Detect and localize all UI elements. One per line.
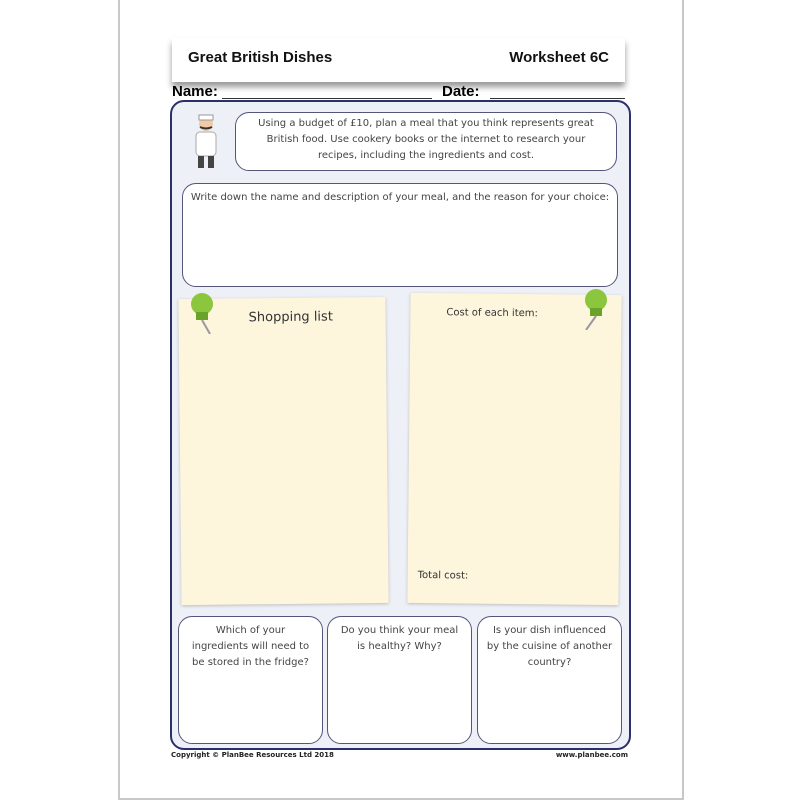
cost-title: Cost of each item:: [446, 307, 538, 320]
instruction-text: Using a budget of £10, plan a meal that you think represents great British food. Use cookery books or the internet to research your recipes, including the ingredients and cost.: [258, 118, 594, 161]
date-label: Date:: [442, 83, 480, 100]
meal-description-prompt: Write down the name and description of your meal, and the reason for your choice:: [190, 192, 610, 203]
pushpin-icon: [184, 290, 220, 334]
meal-description-box[interactable]: [182, 183, 618, 287]
shopping-list-title: Shopping list: [248, 309, 333, 326]
total-cost-label: Total cost:: [417, 569, 469, 582]
name-label: Name:: [172, 83, 218, 100]
name-line[interactable]: [222, 98, 432, 99]
instruction-bubble: [235, 112, 617, 171]
title-banner: [172, 38, 625, 82]
cost-note[interactable]: [407, 293, 621, 605]
website-link[interactable]: www.planbee.com: [555, 751, 628, 759]
cuisine-question-box[interactable]: [477, 616, 622, 744]
worksheet-title: Great British Dishes: [188, 49, 333, 66]
shopping-list-note[interactable]: [178, 297, 388, 605]
fridge-question: Which of your ingredients will need to be stored in the fridge?: [191, 625, 310, 668]
date-line[interactable]: [490, 98, 625, 99]
chef-icon: [186, 112, 226, 170]
worksheet-number: Worksheet 6C: [509, 49, 609, 66]
pushpin-icon: [578, 286, 614, 330]
fridge-question-box[interactable]: [178, 616, 323, 744]
cuisine-question: Is your dish influenced by the cuisine of another country?: [486, 625, 613, 668]
copyright-text: Copyright © PlanBee Resources Ltd 2018: [171, 751, 334, 759]
healthy-question: Do you think your meal is healthy? Why?: [340, 625, 459, 652]
healthy-question-box[interactable]: [327, 616, 472, 744]
